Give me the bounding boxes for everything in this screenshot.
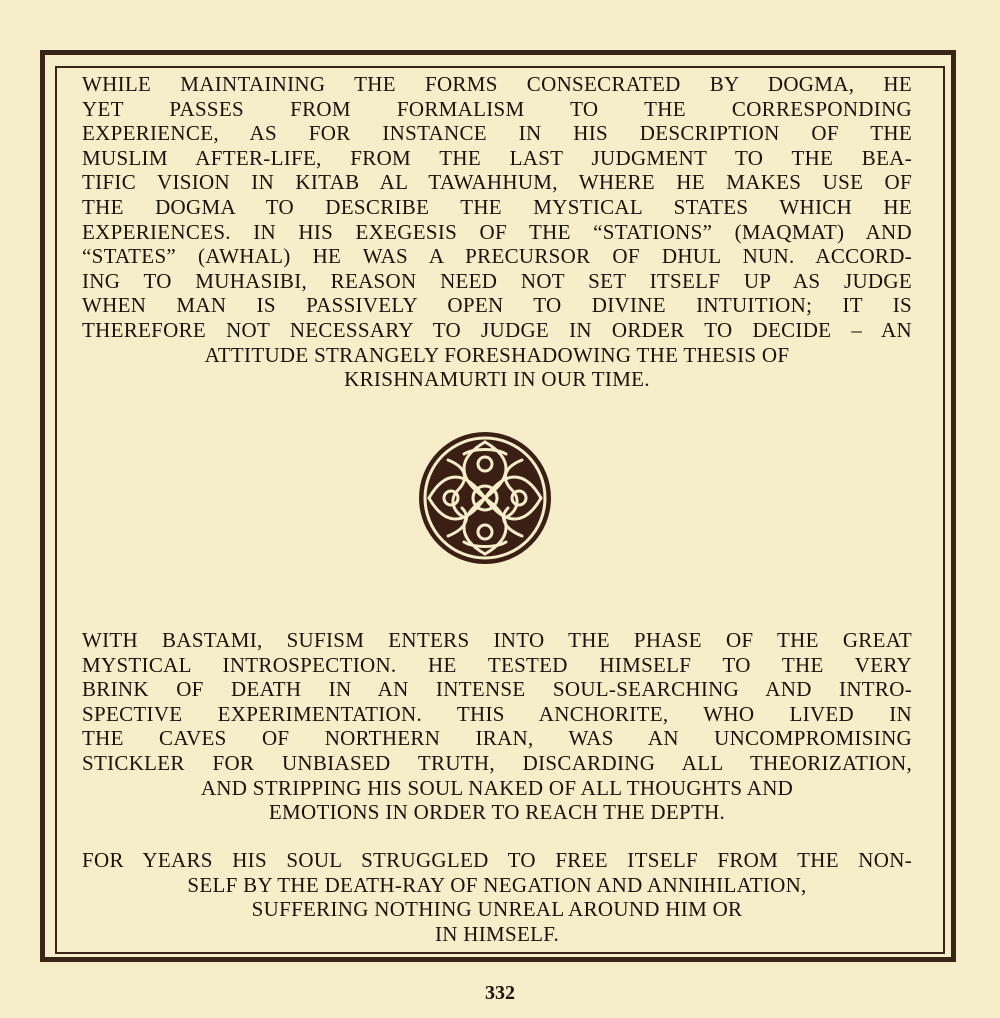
page-number: 332 [485,982,515,1004]
text-line: WHEN MAN IS PASSIVELY OPEN TO DIVINE INTUITION; IT IS [82,293,912,318]
text-line: FOR YEARS HIS SOUL STRUGGLED TO FREE ITSELF FROM THE NON- [82,848,912,872]
text-line: EMOTIONS IN ORDER TO REACH THE DEPTH. [268,800,726,825]
text-line: THE CAVES OF NORTHERN IRAN, WAS AN UNCOMPROMISING [82,726,912,751]
text-line: EXPERIENCE, AS FOR INSTANCE IN HIS DESCRIPTION OF THE [82,121,912,146]
text-line: WITH BASTAMI, SUFISM ENTERS INTO THE PHASE OF THE GREAT [82,628,912,652]
text-line: SELF BY THE DEATH-RAY OF NEGATION AND ANNIHILATION, [187,872,807,897]
text-line: EXPERIENCES. IN HIS EXEGESIS OF THE “STATIONS” (MAQMAT) AND [82,219,912,244]
text-line: WHILE MAINTAINING THE FORMS CONSECRATED BY DOGMA, HE [82,72,912,96]
text-line: IN HIMSELF. [434,921,560,946]
text-line: AND STRIPPING HIS SOUL NAKED OF ALL THOUGHTS AND [200,775,794,800]
text-line: STICKLER FOR UNBIASED TRUTH, DISCARDING ALL THEORIZATION, [82,750,912,775]
text-line: BRINK OF DEATH IN AN INTENSE SOUL-SEARCHING AND INTRO- [82,677,912,702]
text-line: YET PASSES FROM FORMALISM TO THE CORRESPONDING [82,96,912,121]
text-line: ING TO MUHASIBI, REASON NEED NOT SET ITSELF UP AS JUDGE [82,268,912,293]
paragraph-bastami [82,628,912,825]
text-line: “STATES” (AWHAL) HE WAS A PRECURSOR OF DHUL NUN. ACCORD- [82,244,912,269]
text-line: SUFFERING NOTHING UNREAL AROUND HIM OR [251,897,743,922]
text-line: TIFIC VISION IN KITAB AL TAWAHHUM, WHERE HE MAKES USE OF [82,170,912,195]
text-line: ATTITUDE STRANGELY FORESHADOWING THE THESIS OF [204,342,790,367]
paragraph-soul-struggle [82,848,912,946]
text-line: MUSLIM AFTER-LIFE, FROM THE LAST JUDGMENT TO THE BEA- [82,145,912,170]
paragraph-muhasibi [82,72,912,392]
text-line: THE DOGMA TO DESCRIBE THE MYSTICAL STATES WHICH HE [82,194,912,219]
text-line: KRISHNAMURTI IN OUR TIME. [344,367,650,392]
celtic-knot-medallion-icon [418,418,552,578]
text-line: MYSTICAL INTROSPECTION. HE TESTED HIMSELF TO THE VERY [82,652,912,677]
text-line: SPECTIVE EXPERIMENTATION. THIS ANCHORITE, WHO LIVED IN [82,701,912,726]
text-line: THEREFORE NOT NECESSARY TO JUDGE IN ORDER TO DECIDE – AN [82,317,912,342]
